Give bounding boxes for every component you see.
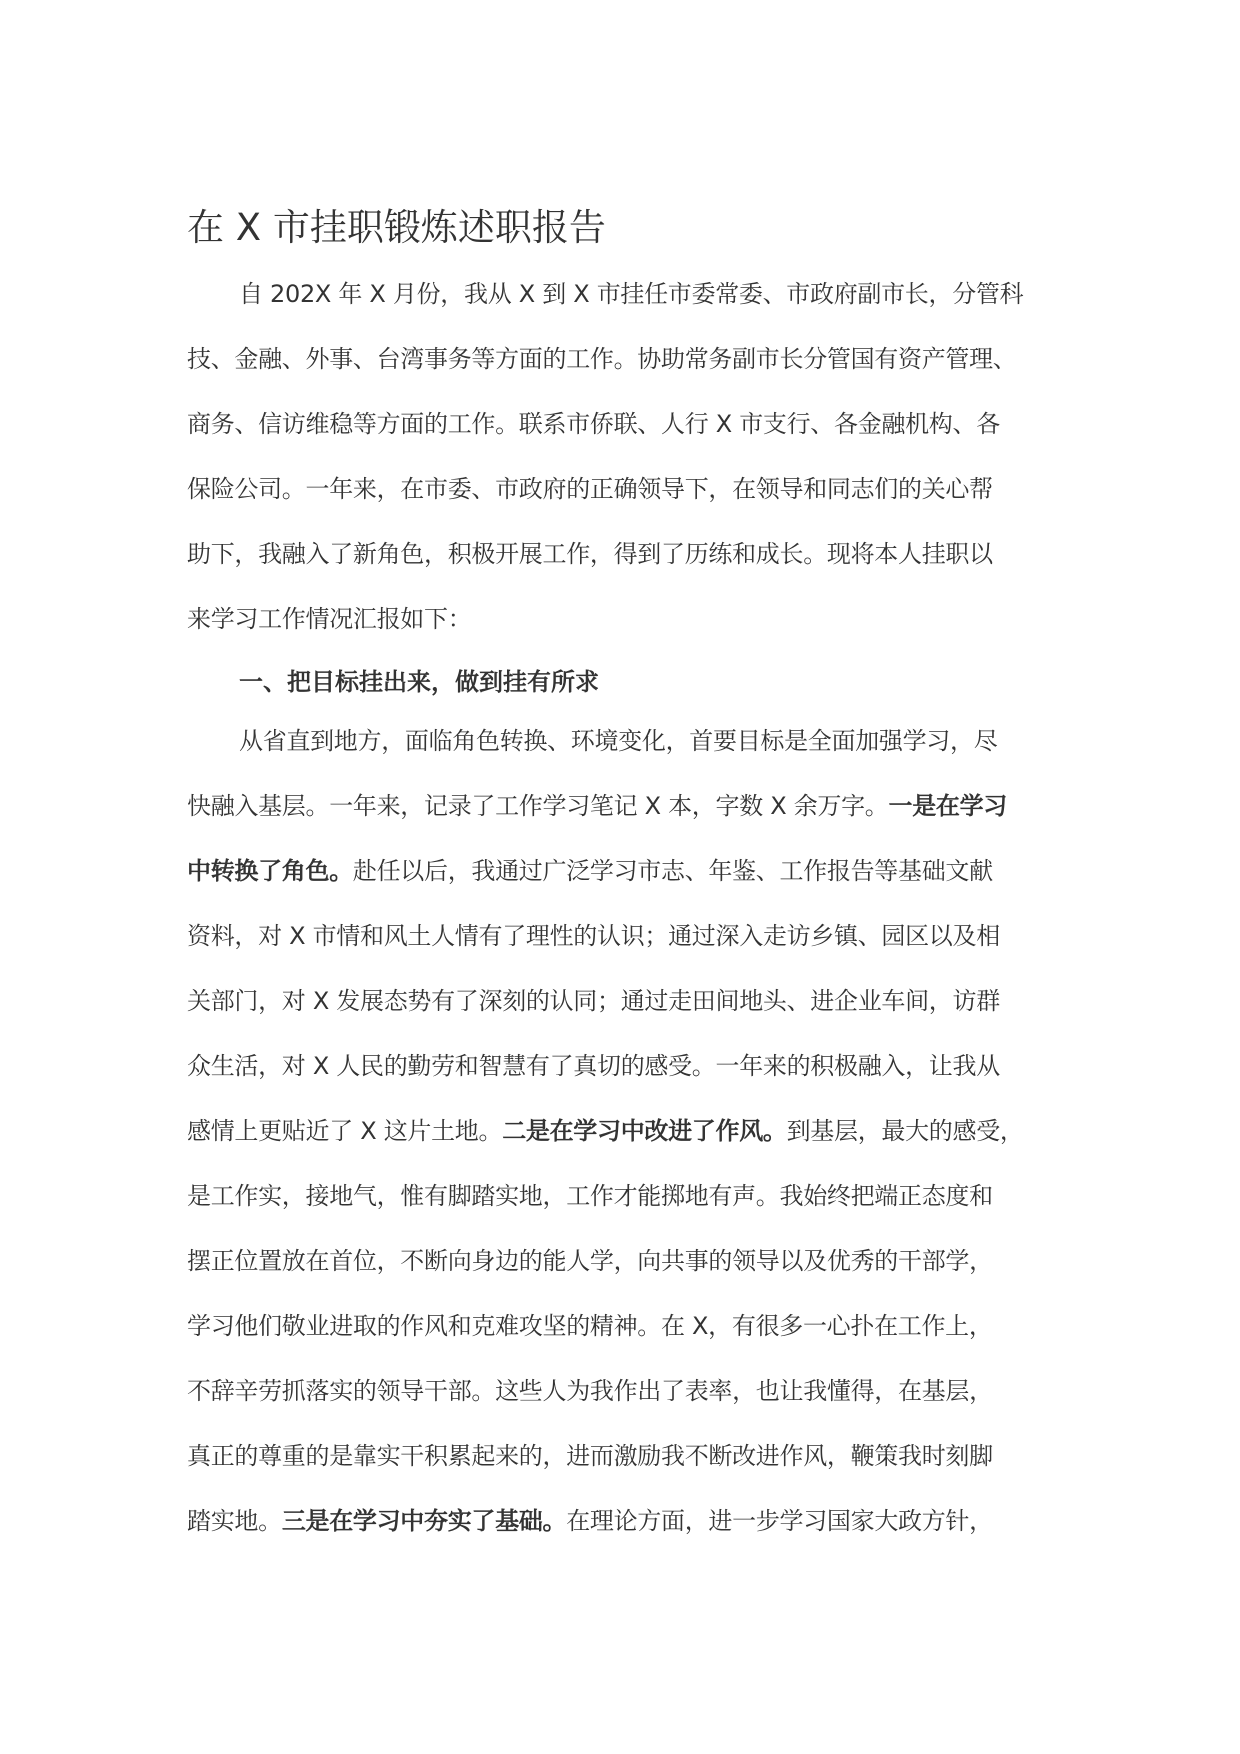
text-line: 学习他们敬业进取的作风和克难攻坚的精神。在 X，有很多一心扑在工作上，	[187, 1312, 993, 1340]
text-line: 摆正位置放在首位，不断向身边的能人学，向共事的领导以及优秀的干部学，	[187, 1247, 993, 1275]
text-run: 在理论方面，进一步学习国家大政方针，	[566, 1507, 993, 1535]
text-line	[187, 774, 1087, 839]
text-line: 不辞辛劳抓落实的领导干部。这些人为我作出了表率，也让我懂得，在基层，	[187, 1377, 993, 1405]
text-line: 资料，对 X 市情和风土人情有了理性的认识；通过深入走访乡镇、园区以及相	[187, 922, 1000, 950]
text-line: 从省直到地方，面临角色转换、环境变化，首要目标是全面加强学习，尽	[239, 727, 998, 755]
text-line: 自 202X 年 X 月份，我从 X 到 X 市挂任市委常委、市政府副市长，分管科	[239, 280, 1024, 308]
section-heading: 一、把目标挂出来，做到挂有所求	[239, 668, 599, 696]
text-line: 来学习工作情况汇报如下：	[187, 605, 472, 633]
document-title: 在 X 市挂职锻炼述职报告	[187, 206, 606, 249]
text-line: 商务、信访维稳等方面的工作。联系市侨联、人行 X 市支行、各金融机构、各	[187, 410, 1000, 438]
text-line: 保险公司。一年来，在市委、市政府的正确领导下，在领导和同志们的关心帮	[187, 475, 993, 503]
text-line: 技、金融、外事、台湾事务等方面的工作。协助常务副市长分管国有资产管理、	[187, 345, 1017, 373]
text-line	[187, 1489, 1087, 1554]
emphasis-text: 二是在学习中改进了作风。	[502, 1117, 787, 1145]
text-line: 助下，我融入了新角色，积极开展工作，得到了历练和成长。现将本人挂职以	[187, 540, 993, 568]
text-run: 到基层，最大的感受，	[786, 1117, 1024, 1145]
emphasis-text: 中转换了角色。	[187, 857, 353, 885]
text-line	[187, 839, 1087, 904]
text-run: 踏实地。	[187, 1507, 282, 1535]
text-run: 赴任以后，我通过广泛学习市志、年鉴、工作报告等基础文献	[352, 857, 993, 885]
text-line: 真正的尊重的是靠实干积累起来的，进而激励我不断改进作风，鞭策我时刻脚	[187, 1442, 993, 1470]
text-run: 快融入基层。一年来，记录了工作学习笔记 X 本，字数 X 余万字。	[187, 792, 889, 820]
body-paragraph	[187, 709, 1087, 1554]
intro-paragraph	[187, 262, 1087, 652]
text-line: 关部门，对 X 发展态势有了深刻的认同；通过走田间地头、进企业车间，访群	[187, 987, 1000, 1015]
emphasis-text: 三是在学习中夯实了基础。	[281, 1507, 567, 1535]
text-run: 感情上更贴近了 X 这片土地。	[187, 1117, 503, 1145]
text-line: 是工作实，接地气，惟有脚踏实地，工作才能掷地有声。我始终把端正态度和	[187, 1182, 993, 1210]
text-line	[187, 1099, 1087, 1164]
emphasis-text: 一是在学习	[888, 792, 1007, 820]
text-line: 众生活，对 X 人民的勤劳和智慧有了真切的感受。一年来的积极融入，让我从	[187, 1052, 1000, 1080]
